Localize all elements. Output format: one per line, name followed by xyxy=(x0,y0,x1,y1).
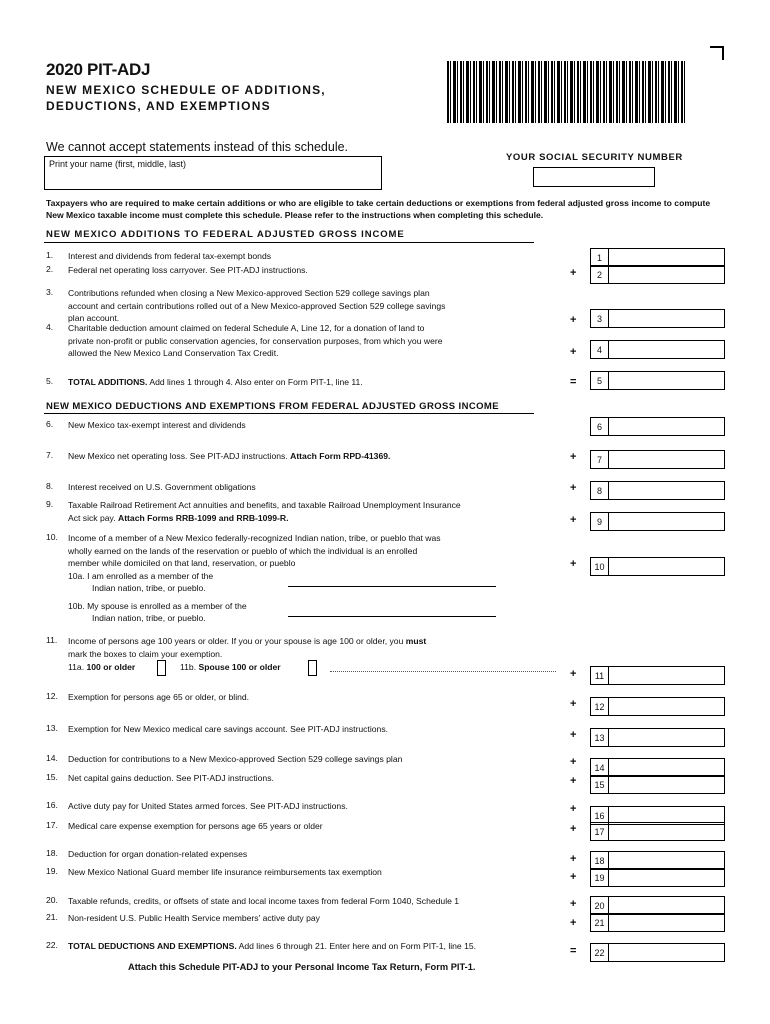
box-number: 21 xyxy=(591,914,609,931)
line-number: 22. xyxy=(46,940,58,950)
line-number: 3. xyxy=(46,287,54,297)
line-11a-bold: 100 or older xyxy=(86,662,136,672)
line-10a-text-1: 10a. I am enrolled as a member of the xyxy=(68,571,214,581)
line-7-bold: Attach Form RPD-41369. xyxy=(290,451,391,461)
line-10b-text-1: 10b. My spouse is enrolled as a member of the xyxy=(68,601,247,611)
plus-sign: + xyxy=(570,482,577,494)
line-9-amount[interactable] xyxy=(590,512,725,531)
box-number: 7 xyxy=(591,451,609,468)
line-number: 4. xyxy=(46,322,54,332)
plus-sign: + xyxy=(570,823,577,835)
box-number: 5 xyxy=(591,372,609,389)
line-10a-nation-field[interactable] xyxy=(288,586,496,587)
line-number: 1. xyxy=(46,250,54,260)
form-subtitle xyxy=(46,82,376,114)
line-number: 19. xyxy=(46,866,58,876)
line-number: 20. xyxy=(46,895,58,905)
section-divider xyxy=(44,413,534,414)
line-number: 17. xyxy=(46,820,58,830)
line-9-text-1: Taxable Railroad Retirement Act annuities and benefits, and taxable Railroad Unemployment Insurance xyxy=(68,500,461,510)
line-10b-text-2: Indian nation, tribe, or pueblo. xyxy=(92,613,206,623)
plus-sign: + xyxy=(570,346,577,358)
line-9-rest: Act sick pay. xyxy=(68,512,118,523)
line-3-amount[interactable] xyxy=(590,309,725,328)
line-9-text xyxy=(68,499,558,524)
line-number: 5. xyxy=(46,376,54,386)
registration-mark xyxy=(710,46,724,60)
line-4-text-1: Charitable deduction amount claimed on federal Schedule A, Line 12, for a donation of land to xyxy=(68,323,425,333)
line-15-text: Net capital gains deduction. See PIT-ADJ instructions. xyxy=(68,773,274,783)
line-11a-label xyxy=(68,661,135,673)
line-number: 18. xyxy=(46,848,58,858)
line-5-bold: TOTAL ADDITIONS. xyxy=(68,377,148,387)
line-number: 8. xyxy=(46,481,54,491)
line-2-amount[interactable] xyxy=(590,265,725,284)
line-11-text-1 xyxy=(68,635,558,648)
plus-sign: + xyxy=(570,558,577,570)
line-number: 12. xyxy=(46,691,58,701)
equals-sign: = xyxy=(570,945,577,957)
line-11-must: must xyxy=(405,636,427,646)
plus-sign: + xyxy=(570,514,577,526)
line-3-text-2: account and certain contributions rolled out of a New Mexico-approved Section 529 college savings xyxy=(68,300,446,311)
line-number: 9. xyxy=(46,499,54,509)
plus-sign: + xyxy=(570,898,577,910)
plus-sign: + xyxy=(570,729,577,741)
line-22-text xyxy=(68,940,558,953)
line-11a-checkbox[interactable] xyxy=(157,660,166,676)
section-divider xyxy=(44,242,534,243)
line-12-text: Exemption for persons age 65 or older, or blind. xyxy=(68,692,250,702)
line-number: 16. xyxy=(46,800,58,810)
line-11a-num: 11a. xyxy=(68,662,85,672)
line-14-text: Deduction for contributions to a New Mexico-approved Section 529 college savings plan xyxy=(68,754,403,764)
line-4-text-3: allowed the New Mexico Land Conservation Tax Credit. xyxy=(68,348,279,358)
line-number: 7. xyxy=(46,450,54,460)
line-4-text xyxy=(68,322,558,360)
box-number: 18 xyxy=(591,852,609,869)
box-number: 10 xyxy=(591,558,609,575)
line-12-amount[interactable] xyxy=(590,697,725,716)
box-number: 15 xyxy=(591,776,609,793)
line-11b-checkbox[interactable] xyxy=(308,660,317,676)
line-9-bold: Attach Forms RRB-1099 and RRB-1099-R. xyxy=(117,512,289,523)
barcode xyxy=(447,61,685,123)
plus-sign: + xyxy=(570,267,577,279)
line-3-text-1: Contributions refunded when closing a New Mexico-approved Section 529 college savings plan xyxy=(68,288,430,298)
line-11b-bold: Spouse 100 or older xyxy=(198,662,281,672)
line-number: 14. xyxy=(46,753,58,763)
equals-sign: = xyxy=(570,376,577,388)
line-3-text xyxy=(68,287,558,325)
ssn-label: YOUR SOCIAL SECURITY NUMBER xyxy=(506,152,683,163)
line-3-text-3: plan account. xyxy=(68,313,120,323)
line-6-text: New Mexico tax-exempt interest and dividends xyxy=(68,420,246,430)
line-8-text: Interest received on U.S. Government obligations xyxy=(68,482,256,492)
line-5-amount[interactable] xyxy=(590,371,725,390)
line-number: 21. xyxy=(46,912,58,922)
box-number: 20 xyxy=(591,897,609,914)
box-number: 13 xyxy=(591,729,609,746)
line-15-amount[interactable] xyxy=(590,775,725,794)
line-number: 6. xyxy=(46,419,54,429)
box-number: 9 xyxy=(591,513,609,530)
line-22-bold: TOTAL DEDUCTIONS AND EXEMPTIONS. xyxy=(68,941,237,951)
line-13-text: Exemption for New Mexico medical care savings account. See PIT-ADJ instructions. xyxy=(68,724,389,734)
line-11-text-2: mark the boxes to claim your exemption. xyxy=(68,648,223,659)
plus-sign: + xyxy=(570,314,577,326)
box-number: 8 xyxy=(591,482,609,499)
line-20-text: Taxable refunds, credits, or offsets of state and local income taxes from federal Form 1040, Schedule 1 xyxy=(68,896,460,906)
plus-sign: + xyxy=(570,853,577,865)
line-8-amount[interactable] xyxy=(590,481,725,500)
line-10a-label xyxy=(68,570,213,594)
line-21-text: Non-resident U.S. Public Health Service members' active duty pay xyxy=(68,913,320,923)
line-17-text: Medical care expense exemption for persons age 65 years or older xyxy=(68,821,323,831)
plus-sign: + xyxy=(570,451,577,463)
box-number: 12 xyxy=(591,698,609,715)
plus-sign: + xyxy=(570,803,577,815)
line-10b-label xyxy=(68,600,247,624)
line-9-text-2 xyxy=(68,512,558,525)
line-22-rest: Add lines 6 through 21. Enter here and on Form PIT-1, line 15. xyxy=(236,941,477,951)
line-2-text: Federal net operating loss carryover. See PIT-ADJ instructions. xyxy=(68,265,308,275)
box-number: 6 xyxy=(591,418,609,435)
box-number: 4 xyxy=(591,341,609,358)
line-11b-label xyxy=(180,661,281,673)
line-10-text-1: Income of a member of a New Mexico federally-recognized Indian nation, tribe, or pueblo that was xyxy=(68,533,441,543)
line-10-text-3: member while domiciled on that land, reservation, or pueblo xyxy=(68,558,296,568)
leader-dots xyxy=(330,671,556,672)
line-number: 13. xyxy=(46,723,58,733)
plus-sign: + xyxy=(570,756,577,768)
line-17-amount[interactable] xyxy=(590,822,725,841)
line-number: 15. xyxy=(46,772,58,782)
plus-sign: + xyxy=(570,698,577,710)
no-statements-notice: We cannot accept statements instead of this schedule. xyxy=(46,140,349,154)
box-number: 2 xyxy=(591,266,609,283)
box-number: 1 xyxy=(591,249,609,266)
name-field-label: Print your name (first, middle, last) xyxy=(49,159,187,169)
line-number: 10. xyxy=(46,532,58,542)
line-18-text: Deduction for organ donation-related expenses xyxy=(68,849,248,859)
line-11-amount[interactable] xyxy=(590,666,725,685)
line-13-amount[interactable] xyxy=(590,728,725,747)
box-number: 22 xyxy=(591,944,609,961)
line-4-amount[interactable] xyxy=(590,340,725,359)
section-additions-heading: NEW MEXICO ADDITIONS TO FEDERAL ADJUSTED GROSS INCOME xyxy=(46,229,405,240)
line-11-text xyxy=(68,635,558,660)
intro-text: Taxpayers who are required to make certain additions or who are eligible to take certain deductions or exemptions from federal adjusted gross income to compute New Mexico taxable income must complete this schedule. Please refer to the instructions when completing this schedule. xyxy=(46,198,711,220)
box-number: 11 xyxy=(591,667,609,684)
form-title: 2020 PIT-ADJ xyxy=(46,60,151,79)
line-4-text-2: private non-profit or public conservation agencies, for conservation purposes, from which you were xyxy=(68,335,443,346)
line-19-amount[interactable] xyxy=(590,868,725,887)
line-7-text xyxy=(68,450,558,463)
line-11-rest: Income of persons age 100 years or older. If you or your spouse is age 100 or older, you xyxy=(68,636,406,646)
line-number: 2. xyxy=(46,264,54,274)
line-16-text: Active duty pay for United States armed forces. See PIT-ADJ instructions. xyxy=(68,801,348,811)
subtitle-line-1: NEW MEXICO SCHEDULE OF ADDITIONS, xyxy=(46,83,326,97)
line-7-amount[interactable] xyxy=(590,450,725,469)
plus-sign: + xyxy=(570,917,577,929)
line-10-text-2: wholly earned on the lands of the reservation or pueblo of which the individual is an enrolled xyxy=(68,545,418,556)
line-10-text xyxy=(68,532,558,570)
box-number: 17 xyxy=(591,823,609,840)
line-1-text: Interest and dividends from federal tax-exempt bonds xyxy=(68,251,272,261)
plus-sign: + xyxy=(570,668,577,680)
box-number: 16 xyxy=(591,807,609,824)
box-number: 3 xyxy=(591,310,609,327)
line-11b-num: 11b. xyxy=(180,662,197,672)
attach-instruction: Attach this Schedule PIT-ADJ to your Personal Income Tax Return, Form PIT-1. xyxy=(128,962,476,972)
ssn-field[interactable] xyxy=(533,167,655,187)
line-6-amount[interactable] xyxy=(590,417,725,436)
line-10b-nation-field[interactable] xyxy=(288,616,496,617)
line-7-rest: New Mexico net operating loss. See PIT-ADJ instructions. xyxy=(68,451,291,461)
line-22-amount[interactable] xyxy=(590,943,725,962)
line-5-rest: Add lines 1 through 4. Also enter on Form PIT-1, line 11. xyxy=(147,377,363,387)
plus-sign: + xyxy=(570,871,577,883)
name-field[interactable] xyxy=(44,156,382,190)
section-deductions-heading: NEW MEXICO DEDUCTIONS AND EXEMPTIONS FROM FEDERAL ADJUSTED GROSS INCOME xyxy=(46,401,499,412)
box-number: 19 xyxy=(591,869,609,886)
box-number: 14 xyxy=(591,759,609,776)
line-10a-text-2: Indian nation, tribe, or pueblo. xyxy=(92,583,206,593)
subtitle-line-2: DEDUCTIONS, AND EXEMPTIONS xyxy=(46,99,271,113)
line-5-text xyxy=(68,376,558,389)
line-10-amount[interactable] xyxy=(590,557,725,576)
plus-sign: + xyxy=(570,775,577,787)
line-19-text: New Mexico National Guard member life insurance reimbursements tax exemption xyxy=(68,867,382,877)
line-21-amount[interactable] xyxy=(590,913,725,932)
line-number: 11. xyxy=(46,635,58,645)
